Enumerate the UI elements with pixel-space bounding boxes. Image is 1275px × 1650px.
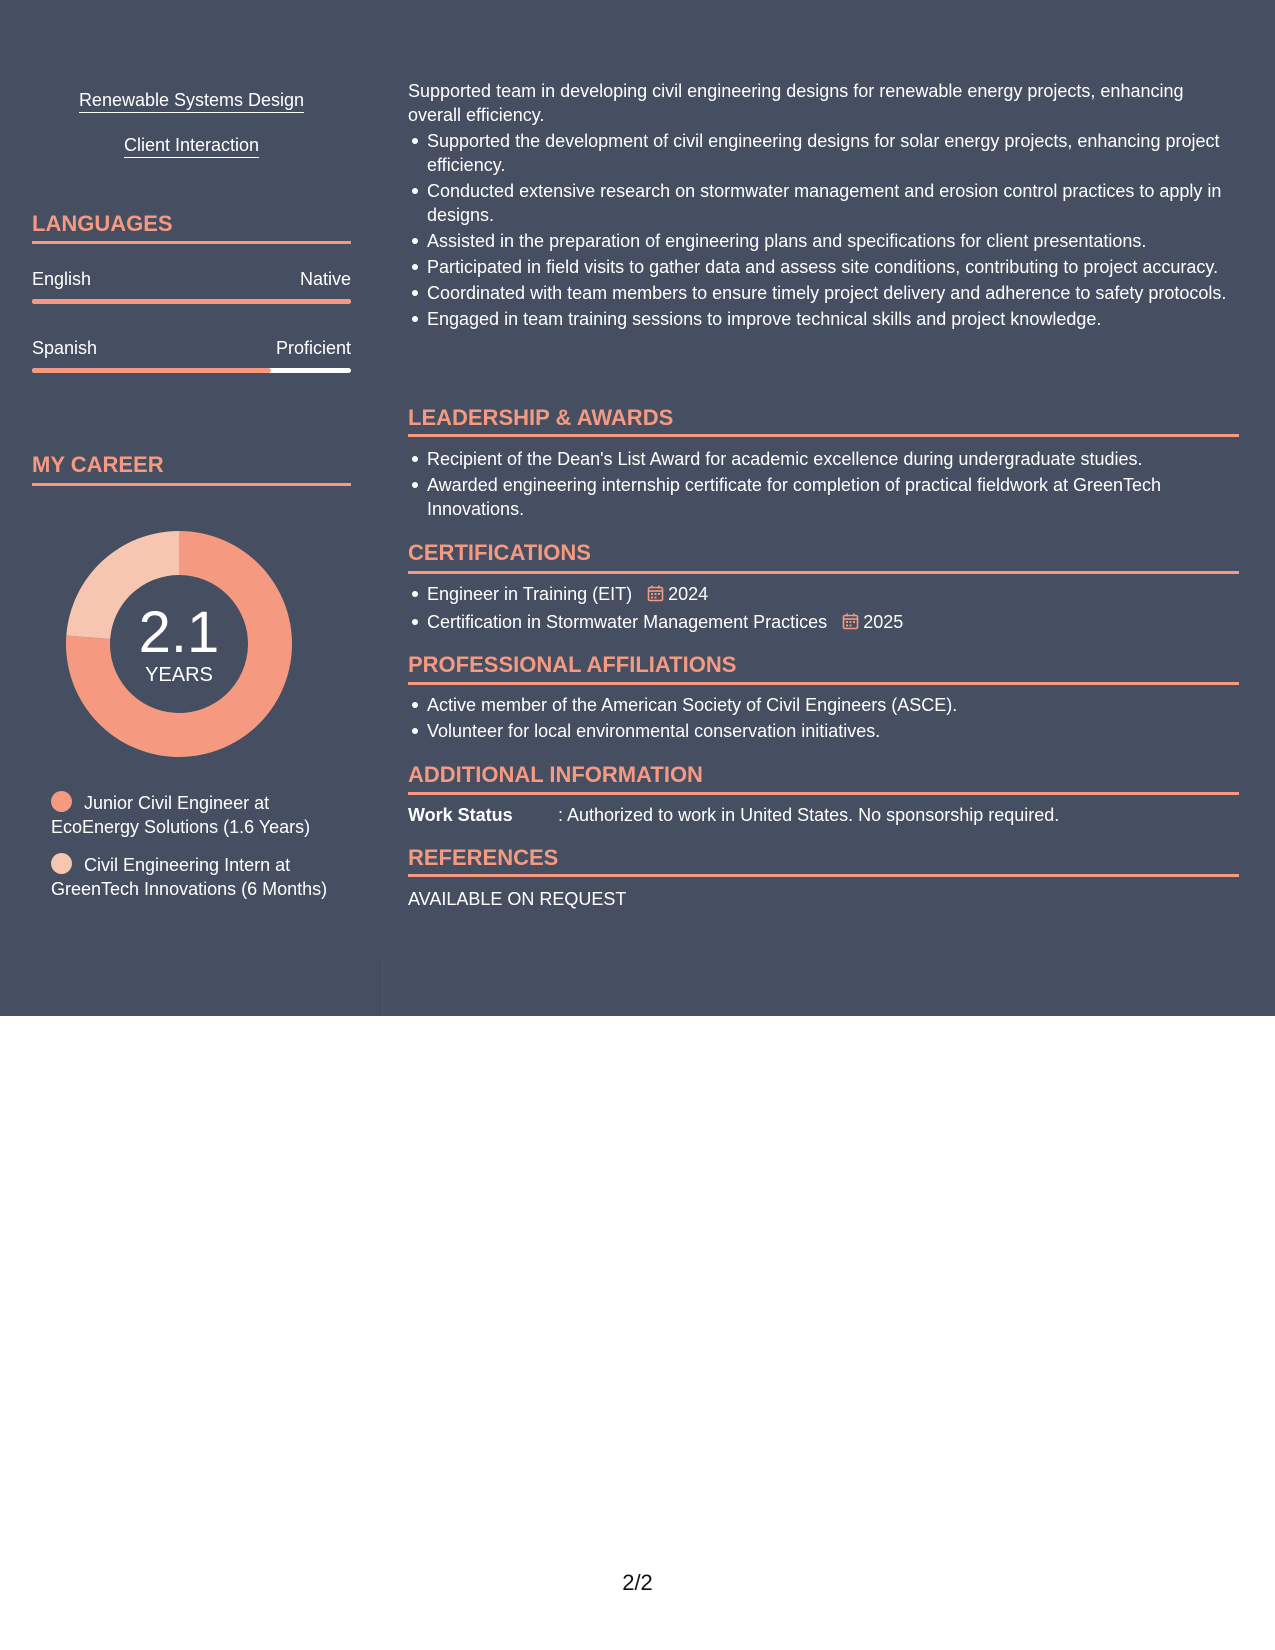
certifications-heading: CERTIFICATIONS (408, 540, 591, 565)
affiliations-rule (408, 682, 1239, 685)
skill-tag-label: Client Interaction (124, 135, 259, 158)
career-total-unit: YEARS (145, 664, 213, 686)
career-heading: MY CAREER (32, 452, 164, 477)
career-donut-chart (66, 531, 292, 757)
career-rule (32, 483, 351, 486)
language-row (32, 336, 351, 360)
language-name: Spanish (32, 338, 98, 358)
skill-tag (32, 88, 351, 112)
list-item: Awarded engineering internship certificate for completion of practical fieldwork at GreenTech Innovations. (427, 473, 1258, 521)
skill-tag-label: Renewable Systems Design (79, 90, 304, 113)
leadership-rule (408, 434, 1239, 437)
career-legend-label: Civil Engineering Intern at GreenTech Innovations (6 Months) (51, 855, 328, 899)
language-name: English (32, 269, 92, 289)
career-legend-item (51, 853, 341, 901)
references-text: AVAILABLE ON REQUEST (408, 889, 627, 909)
references-rule (408, 874, 1239, 877)
calendar-icon (842, 612, 859, 636)
list-item: Supported the development of civil engineering designs for solar energy projects, enhancing project efficiency. (427, 129, 1258, 177)
languages-rule (32, 241, 351, 244)
work-status-label: Work Status (408, 805, 513, 825)
language-level: Native (299, 269, 351, 289)
affiliations-list (408, 693, 1258, 745)
legend-dot-icon (51, 791, 72, 812)
list-item (427, 582, 1258, 608)
language-level-bar (32, 299, 351, 304)
certification-name: Engineer in Training (EIT) (427, 584, 633, 604)
certification-year: 2025 (863, 612, 904, 632)
certifications-list (408, 582, 1258, 638)
list-item: Assisted in the preparation of engineering plans and specifications for client presentations. (427, 229, 1258, 253)
list-item: Conducted extensive research on stormwater management and erosion control practices to apply in designs. (427, 179, 1258, 227)
list-item: Participated in field visits to gather data and assess site conditions, contributing to project accuracy. (427, 255, 1258, 279)
experience-bullet-list (408, 129, 1258, 333)
career-legend-item (51, 791, 341, 839)
work-status-value: : Authorized to work in United States. No sponsorship required. (558, 805, 1060, 825)
career-total-years: 2.1 (138, 600, 220, 665)
certification-year: 2024 (668, 584, 709, 604)
certification-name: Certification in Stormwater Management Practices (427, 612, 828, 632)
list-item: Active member of the American Society of Civil Engineers (ASCE). (427, 693, 1258, 717)
leadership-list (408, 447, 1258, 523)
column-divider (382, 960, 383, 1016)
language-level-fill (32, 368, 271, 373)
calendar-icon (647, 584, 664, 608)
language-level-bar (32, 368, 351, 373)
language-level-fill (32, 299, 351, 304)
career-legend-label: Junior Civil Engineer at EcoEnergy Solutions (1.6 Years) (51, 793, 311, 837)
list-item (427, 610, 1258, 636)
list-item: Recipient of the Dean's List Award for academic excellence during undergraduate studies. (427, 447, 1258, 471)
language-row (32, 267, 351, 291)
list-item: Coordinated with team members to ensure timely project delivery and adherence to safety protocols. (427, 281, 1258, 305)
experience-summary: Supported team in developing civil engineering designs for renewable energy projects, enhancing overall efficiency. (408, 81, 1184, 125)
legend-dot-icon (51, 853, 72, 874)
list-item: Engaged in team training sessions to improve technical skills and project knowledge. (427, 307, 1258, 331)
certifications-rule (408, 571, 1239, 574)
language-level: Proficient (275, 338, 351, 358)
additional-info-heading: ADDITIONAL INFORMATION (408, 762, 703, 787)
leadership-heading: LEADERSHIP & AWARDS (408, 405, 674, 430)
page-number: 2/2 (622, 1570, 653, 1595)
languages-heading: LANGUAGES (32, 211, 173, 236)
affiliations-heading: PROFESSIONAL AFFILIATIONS (408, 652, 737, 677)
references-heading: REFERENCES (408, 845, 559, 870)
additional-info-rule (408, 792, 1239, 795)
list-item: Volunteer for local environmental conservation initiatives. (427, 719, 1258, 743)
skill-tag (32, 133, 351, 157)
